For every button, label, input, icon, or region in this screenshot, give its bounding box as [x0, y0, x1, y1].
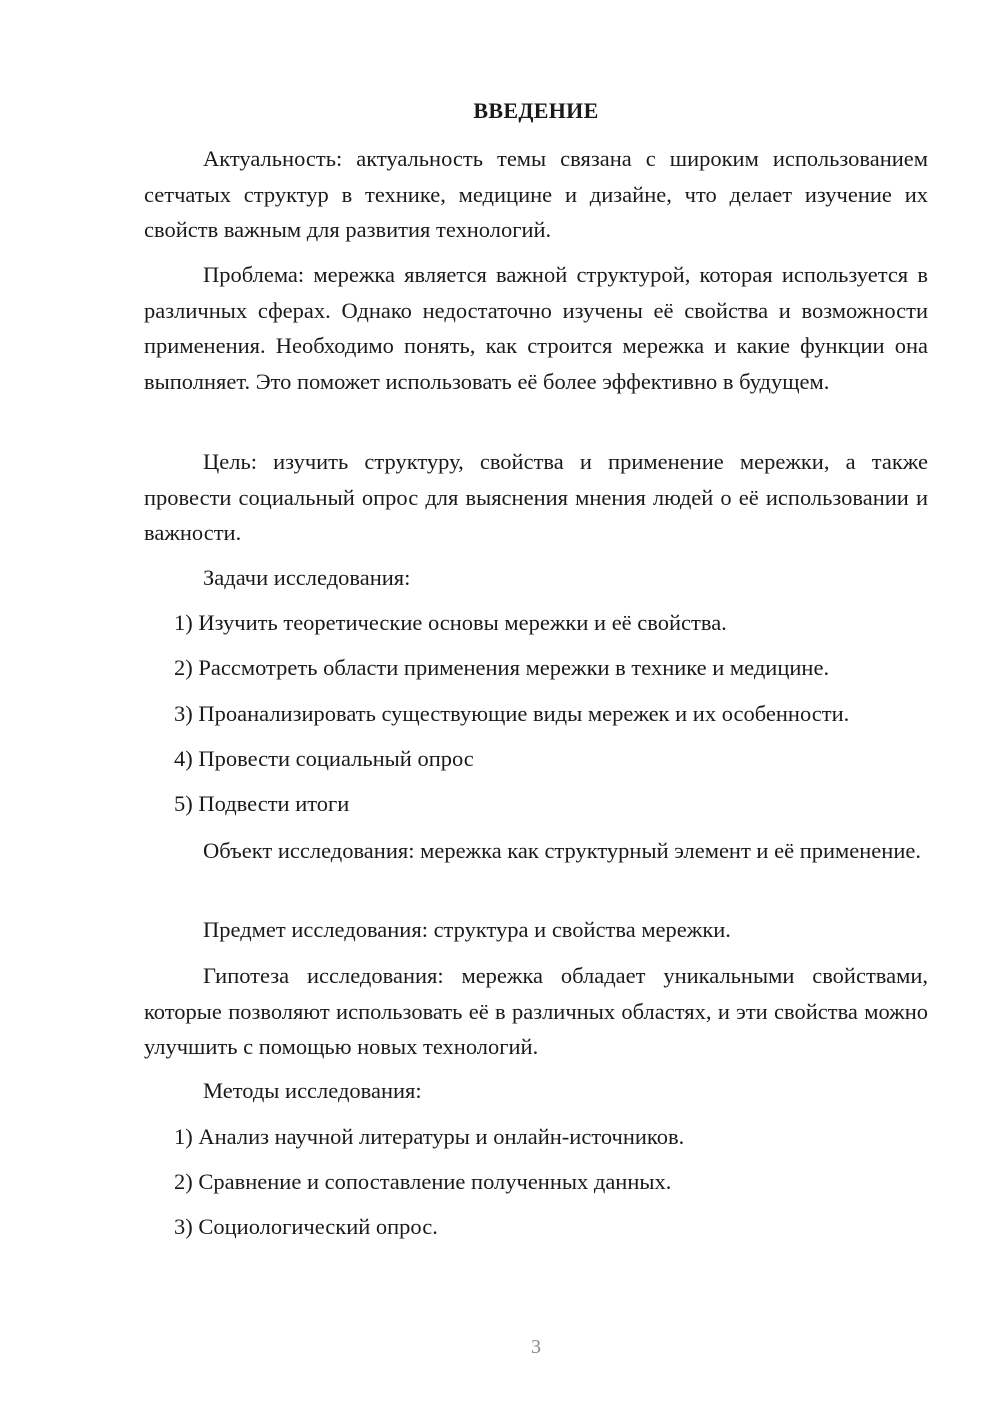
- hypothesis-paragraph: Гипотеза исследования: мережка обладает уникальными свойствами, которые позволяют использовать её в различных областях, и эти свойства можно улучшить с помощью новых технологий.: [144, 963, 928, 1059]
- page-title: ВВЕДЕНИЕ: [473, 98, 599, 123]
- list-item: 3) Социологический опрос.: [174, 1214, 438, 1239]
- tasks-heading: Задачи исследования:: [203, 565, 411, 590]
- page-number: 3: [531, 1336, 541, 1358]
- subject-paragraph: Предмет исследования: структура и свойства мережки.: [203, 917, 731, 942]
- list-item: 4) Провести социальный опрос: [174, 746, 474, 771]
- list-item: 1) Анализ научной литературы и онлайн-источников.: [174, 1124, 685, 1149]
- object-paragraph: Объект исследования: мережка как структурный элемент и её применение.: [203, 838, 921, 863]
- list-item: 5) Подвести итоги: [174, 791, 350, 816]
- list-item: 2) Сравнение и сопоставление полученных данных.: [174, 1169, 672, 1194]
- relevance-paragraph: Актуальность: актуальность темы связана с широким использованием сетчатых структур в технике, медицине и дизайне, что делает изучение их свойств важным для развития технологий.: [144, 146, 928, 242]
- list-item: 3) Проанализировать существующие виды мережек и их особенности.: [174, 701, 850, 726]
- list-item: 2) Рассмотреть области применения мережки в технике и медицине.: [174, 655, 830, 680]
- goal-paragraph: Цель: изучить структуру, свойства и применение мережки, а также провести социальный опрос для выяснения мнения людей о её использовании и важности.: [144, 449, 928, 545]
- problem-paragraph: Проблема: мережка является важной структурой, которая используется в различных сферах. Однако недостаточно изучены её свойства и возможности применения. Необходимо понять, как строится мережка и какие функции она выполняет. Это поможет использовать её более эффективно в будущем.: [144, 262, 928, 394]
- methods-heading: Методы исследования:: [203, 1078, 422, 1103]
- list-item: 1) Изучить теоретические основы мережки и её свойства.: [174, 610, 727, 635]
